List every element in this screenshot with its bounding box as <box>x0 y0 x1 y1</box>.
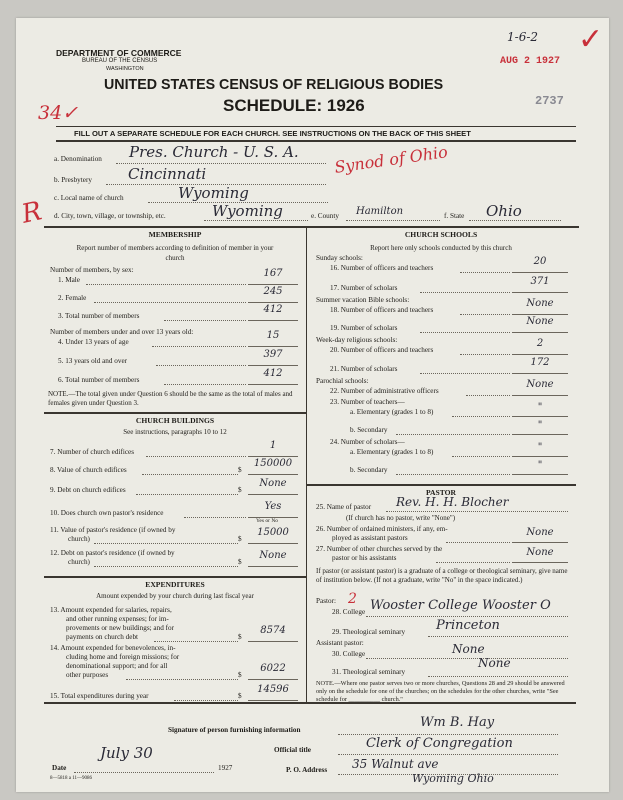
denomination-label: a. Denomination <box>54 155 102 163</box>
q15-label: 15. Total expenditures during year <box>50 692 149 700</box>
yes-or-no-hint: Yes or No <box>256 518 279 524</box>
official-title-label: Official title <box>274 746 311 754</box>
q12-label-2: church) <box>68 558 90 566</box>
state-value: Ohio <box>486 202 522 220</box>
form-code-annotation: 34✓ <box>38 102 79 124</box>
q14-dollar: $ <box>238 671 242 679</box>
q30-answer: None <box>452 642 485 656</box>
q25-label: 25. Name of pastor <box>316 503 372 511</box>
q20-answer: 2 <box>536 338 544 349</box>
q23b-label: b. Secondary <box>350 426 388 434</box>
synod-annotation: Synod of Ohio <box>333 142 449 177</box>
q8-dollar: $ <box>238 466 242 474</box>
form-subtitle: SCHEDULE: 1926 <box>223 96 365 115</box>
q27-answer: None <box>526 547 554 558</box>
q7-answer: 1 <box>269 440 277 451</box>
q3-answer: 412 <box>263 304 283 315</box>
q8-label: 8. Value of church edifices <box>50 466 127 474</box>
q5-answer: 397 <box>263 349 283 360</box>
q14-label-3: denominational support; and for all <box>66 662 168 670</box>
q11-answer: 15000 <box>257 527 289 538</box>
q1-answer: 167 <box>263 268 283 279</box>
q12-label-1: 12. Debt on pastor's residence (if owned by <box>50 549 175 557</box>
q9-dollar: $ <box>238 486 242 494</box>
q13-label-4: payments on church debt <box>66 633 139 641</box>
weekday-schools-label: Week-day religious schools: <box>316 336 398 344</box>
q5-label: 5. 13 years old and over <box>58 357 128 365</box>
q24b-label: b. Secondary <box>350 466 388 474</box>
form-instruction: FILL OUT A SEPARATE SCHEDULE FOR EACH CHURCH. SEE INSTRUCTIONS ON THE BACK OF THIS SHEET <box>74 129 471 138</box>
q12-dollar: $ <box>238 558 242 566</box>
q4-answer: 15 <box>266 330 280 341</box>
schools-intro: Report here only schools conducted by this church <box>370 244 512 252</box>
age-intro-label: Number of members under and over 13 years old: <box>50 328 194 336</box>
q14-label-4: other purposes <box>66 671 109 679</box>
signature-value: Wm B. Hay <box>420 715 495 730</box>
q29-label: 29. Theological seminary <box>332 628 406 636</box>
membership-title: MEMBERSHIP <box>148 230 202 239</box>
local-name-label: c. Local name of church <box>54 194 124 202</box>
county-value: Hamilton <box>356 206 404 217</box>
q18-label: 18. Number of officers and teachers <box>330 306 434 314</box>
local-name-value: Wyoming <box>178 184 249 202</box>
expenditures-title: EXPENDITURES <box>145 580 205 589</box>
city-value: Wyoming <box>212 202 283 220</box>
q23a-answer: " <box>537 402 543 413</box>
date-value: July 30 <box>100 744 153 762</box>
official-title-value: Clerk of Congregation <box>366 736 513 751</box>
members-by-sex-label: Number of members, by sex: <box>50 266 134 274</box>
q3-label: 3. Total number of members <box>58 312 140 320</box>
vacation-schools-label: Summer vacation Bible schools: <box>316 296 410 304</box>
q23-label: 23. Number of teachers— <box>330 398 405 406</box>
graduate-note: If pastor (or assistant pastor) is a graduate of a college or theological seminary, give name of institution below. (If not a graduate, write "No" in the space indicated.) <box>316 567 568 584</box>
q24a-label: a. Elementary (grades 1 to 8) <box>350 448 434 456</box>
denomination-value: Pres. Church - U. S. A. <box>129 143 299 161</box>
q25-note: (If church has no pastor, write "None") <box>346 514 456 522</box>
q26-label-1: 26. Number of ordained ministers, if any, em- <box>316 525 448 533</box>
q4-label: 4. Under 13 years of age <box>58 338 129 346</box>
q2-answer: 245 <box>263 286 283 297</box>
county-label: e. County <box>311 212 339 220</box>
q6-answer: 412 <box>263 368 283 379</box>
q21-answer: 172 <box>530 357 550 368</box>
q18-answer: None <box>526 298 554 309</box>
q11-label-1: 11. Value of pastor's residence (if owned by <box>50 526 176 534</box>
state-label: f. State <box>444 212 465 220</box>
q27-label-1: 27. Number of other churches served by the <box>316 545 443 553</box>
q11-label-2: church) <box>68 535 90 543</box>
q21-label: 21. Number of scholars <box>330 365 398 373</box>
q31-answer: None <box>478 656 511 670</box>
sunday-schools-label: Sunday schools: <box>316 254 363 262</box>
address-label: P. O. Address <box>286 766 328 774</box>
membership-intro: Report number of members according to definition of member in your church <box>76 244 274 262</box>
q13-answer: 8574 <box>260 625 286 636</box>
assistant-pastor-sublabel: Assistant pastor: <box>316 639 364 647</box>
q14-label-1: 14. Amount expended for benevolences, in- <box>50 644 176 652</box>
q22-answer: None <box>526 379 554 390</box>
department-name: DEPARTMENT OF COMMERCE <box>56 48 182 58</box>
q28-answer: Wooster College Wooster O <box>370 598 551 613</box>
file-number-stamp: 2737 <box>535 94 564 108</box>
q17-label: 17. Number of scholars <box>330 284 398 292</box>
q19-label: 19. Number of scholars <box>330 324 398 332</box>
q13-label-3: provements or new buildings; and for <box>66 624 174 632</box>
q27-label-2: pastor or his assistants <box>332 554 397 562</box>
q8-answer: 150000 <box>253 458 293 469</box>
q24a-answer: " <box>537 442 543 453</box>
q23b-answer: " <box>537 420 543 431</box>
q17-answer: 371 <box>530 276 550 287</box>
received-date-stamp: AUG 2 1927 <box>500 56 561 67</box>
bureau-name: BUREAU OF THE CENSUS <box>82 58 158 64</box>
q15-answer: 14596 <box>257 684 289 695</box>
q24b-answer: " <box>537 460 543 471</box>
city-label: d. City, town, village, or township, etc. <box>54 212 166 220</box>
q14-answer: 6022 <box>260 663 286 674</box>
buildings-intro: See instructions, paragraphs 10 to 12 <box>123 428 227 436</box>
date-label: Date <box>52 764 67 772</box>
q31-label: 31. Theological seminary <box>332 668 406 676</box>
bureau-city: WASHINGTON <box>106 66 144 72</box>
q28-label: 28. College <box>332 608 366 616</box>
q7-label: 7. Number of church edifices <box>50 448 135 456</box>
q26-answer: None <box>526 527 554 538</box>
presbytery-label: b. Presbytery <box>54 176 92 184</box>
q1-label: 1. Male <box>58 276 80 284</box>
date-year: 1927 <box>218 764 233 772</box>
membership-note: NOTE.—The total given under Question 6 should be the same as the total of males and females given under Question 3. <box>48 390 293 407</box>
q9-label: 9. Debt on church edifices <box>50 486 126 494</box>
q13-label-1: 13. Amount expended for salaries, repairs, <box>50 606 172 614</box>
q13-dollar: $ <box>238 633 242 641</box>
q10-answer: Yes <box>264 501 282 512</box>
address-value-line-2: Wyoming Ohio <box>412 772 494 785</box>
pastor-red-mark: 2 <box>348 591 357 607</box>
parochial-schools-label: Parochial schools: <box>316 377 369 385</box>
print-code: 8—5818 a 11—9086 <box>50 776 93 781</box>
address-value: 35 Walnut ave <box>352 757 439 771</box>
q12-answer: None <box>259 550 287 561</box>
q15-dollar: $ <box>238 692 242 700</box>
q25-answer: Rev. H. H. Blocher <box>396 495 509 509</box>
signature-label: Signature of person furnishing information <box>168 726 301 734</box>
q14-label-2: cluding home and foreign missions; for <box>66 653 180 661</box>
corner-date: 1-6-2 <box>507 30 539 44</box>
q30-label: 30. College <box>332 650 366 658</box>
pastor-sublabel: Pastor: <box>316 597 336 605</box>
q11-dollar: $ <box>238 535 242 543</box>
corner-checkmark: ✓ <box>578 23 604 56</box>
q20-label: 20. Number of officers and teachers <box>330 346 434 354</box>
q6-label: 6. Total number of members <box>58 376 140 384</box>
pastor-title: PASTOR <box>425 488 457 497</box>
q22-label: 22. Number of administrative officers <box>330 387 439 395</box>
form-title: UNITED STATES CENSUS OF RELIGIOUS BODIES <box>104 76 444 93</box>
q24-label: 24. Number of scholars— <box>330 438 405 446</box>
census-schedule-sheet <box>16 18 609 792</box>
q16-label: 16. Number of officers and teachers <box>330 264 434 272</box>
pastor-note: NOTE.—Where one pastor serves two or more churches, Questions 28 and 29 should be answered only on the schedule for one of the churches; on the schedules for the other churches, write "See schedule for __________ church." <box>316 680 565 703</box>
q23a-label: a. Elementary (grades 1 to 8) <box>350 408 434 416</box>
expenditures-intro: Amount expended by your church during last fiscal year <box>96 592 254 600</box>
q16-answer: 20 <box>533 256 547 267</box>
schools-title: CHURCH SCHOOLS <box>404 230 478 239</box>
buildings-title: CHURCH BUILDINGS <box>135 416 215 425</box>
q9-answer: None <box>259 478 287 489</box>
margin-mark: R <box>19 196 45 230</box>
presbytery-value: Cincinnati <box>128 165 207 183</box>
q29-answer: Princeton <box>436 618 500 633</box>
q2-label: 2. Female <box>58 294 87 302</box>
q19-answer: None <box>526 316 554 327</box>
q13-label-2: and other running expenses; for im- <box>66 615 169 623</box>
q26-label-2: ployed as assistant pastors <box>332 534 408 542</box>
q10-label: 10. Does church own pastor's residence <box>50 509 164 517</box>
